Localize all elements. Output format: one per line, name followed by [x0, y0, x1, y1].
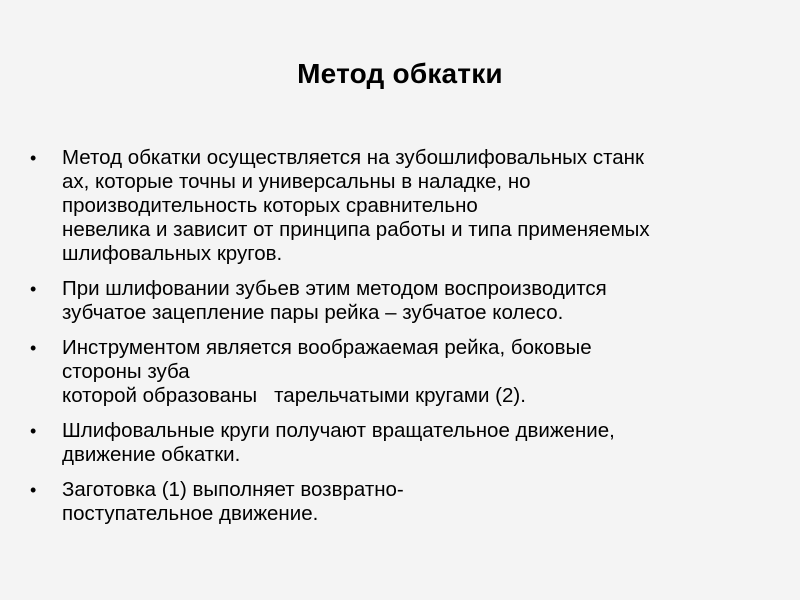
bullet-dot-icon: • — [30, 338, 37, 358]
bullet-text-line: которой образованы тарельчатыми кругами (2). — [62, 384, 526, 407]
bullet-dot-icon: • — [30, 148, 37, 168]
bullet-text-line: зубчатое зацепление пары рейка – зубчатое колесо. — [62, 301, 564, 324]
bullet-item — [30, 478, 770, 526]
bullet-text-line: движение обкатки. — [62, 443, 241, 466]
bullet-dot-icon: • — [30, 421, 37, 441]
bullet-item — [30, 277, 770, 325]
bullet-text-line: стороны зуба — [62, 360, 190, 383]
bullet-text-line: производительность которых сравнительно — [62, 194, 478, 217]
bullet-text-line: При шлифовании зубьев этим методом воспроизводится — [62, 277, 607, 300]
bullet-text-line: Инструментом является воображаемая рейка, боковые — [62, 336, 592, 359]
bullet-text-line: Метод обкатки осуществляется на зубошлифовальных станк — [62, 146, 644, 169]
bullet-dot-icon: • — [30, 480, 37, 500]
bullet-text-line: ах, которые точны и универсальны в наладке, но — [62, 170, 531, 193]
bullet-text-line: поступательное движение. — [62, 502, 319, 525]
bullet-item — [30, 146, 770, 266]
slide-title: Метод обкатки — [297, 58, 503, 89]
bullet-text-line: невелика и зависит от принципа работы и типа применяемых — [62, 218, 650, 241]
bullet-item — [30, 419, 770, 467]
bullet-text-line: Заготовка (1) выполняет возвратно- — [62, 478, 404, 501]
bullet-item — [30, 336, 770, 408]
bullet-dot-icon: • — [30, 279, 37, 299]
bullet-text-line: шлифовальных кругов. — [62, 242, 283, 265]
bullet-text-line: Шлифовальные круги получают вращательное движение, — [62, 419, 615, 442]
bullet-list — [30, 146, 770, 537]
